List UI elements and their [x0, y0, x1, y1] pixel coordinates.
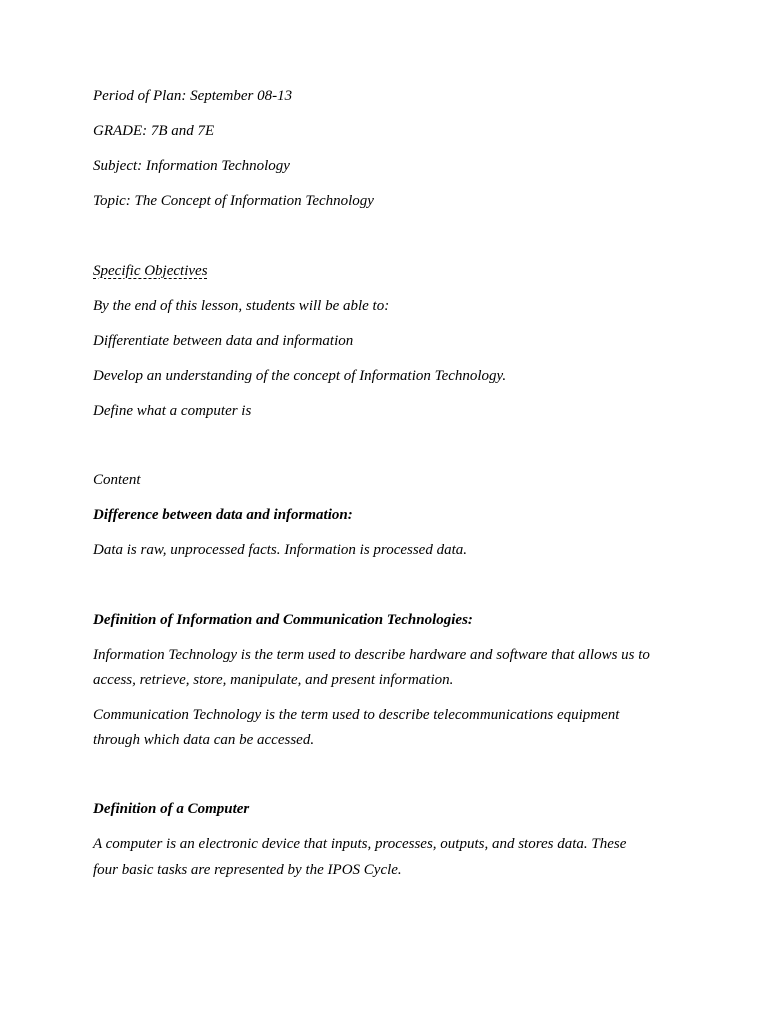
- section-paragraph-line: Communication Technology is the term used to describe telecommunications equipment: [93, 707, 620, 723]
- section-paragraph-line: A computer is an electronic device that inputs, processes, outputs, and stores data. These: [93, 836, 627, 852]
- objective-item: Develop an understanding of the concept of Information Technology.: [93, 368, 507, 384]
- period-of-plan: Period of Plan: September 08-13: [93, 88, 293, 104]
- objective-item: Differentiate between data and information: [93, 333, 354, 349]
- content-heading: Content: [93, 472, 141, 488]
- objective-item: Define what a computer is: [93, 403, 252, 419]
- section-paragraph-line: Data is raw, unprocessed facts. Information is processed data.: [93, 542, 468, 558]
- subject-line: Subject: Information Technology: [93, 158, 290, 174]
- grade-line: GRADE: 7B and 7E: [93, 123, 215, 139]
- topic-line: Topic: The Concept of Information Technology: [93, 193, 374, 209]
- section-paragraph-line: four basic tasks are represented by the IPOS Cycle.: [93, 862, 402, 878]
- objectives-intro: By the end of this lesson, students will be able to:: [93, 298, 390, 314]
- section-paragraph-line: access, retrieve, store, manipulate, and present information.: [93, 672, 454, 688]
- section-title-computer-definition: Definition of a Computer: [93, 801, 250, 817]
- section-paragraph-line: through which data can be accessed.: [93, 732, 315, 748]
- section-paragraph-line: Information Technology is the term used to describe hardware and software that allows us to: [93, 647, 650, 663]
- objectives-heading: Specific Objectives: [93, 263, 208, 279]
- section-title-ict-definition: Definition of Information and Communication Technologies:: [93, 612, 473, 628]
- section-title-data-vs-information: Difference between data and information:: [93, 507, 353, 523]
